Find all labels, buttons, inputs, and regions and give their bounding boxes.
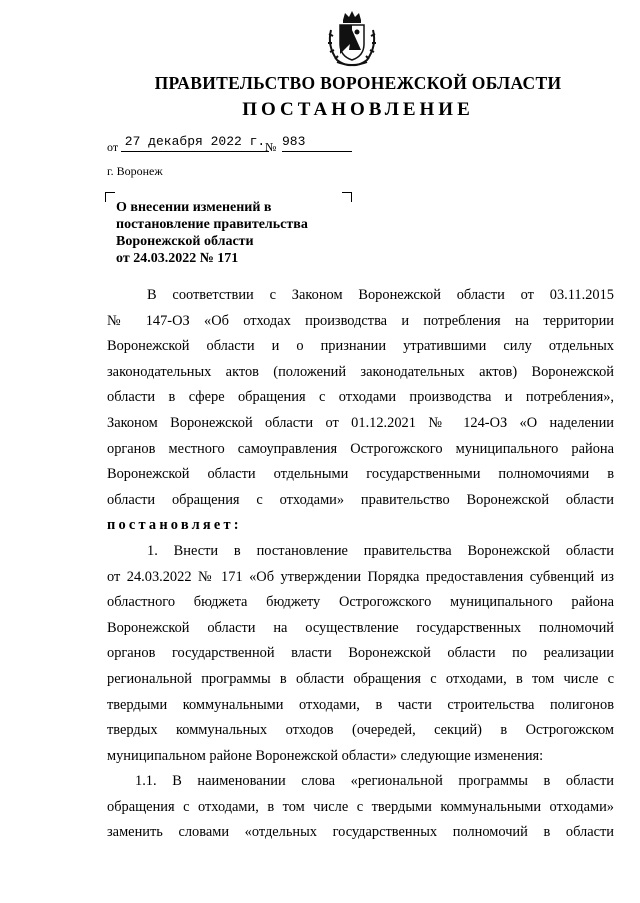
subject-line: Воронежской области (116, 234, 254, 249)
number-value: 983 (282, 134, 352, 152)
subject-line: О внесении изменений в (116, 200, 272, 215)
body-line: от 24.03.2022 № 171 «Об утверждении Порядка предоставления субвенций из (107, 568, 614, 585)
body-line: органов государственной власти Воронежской области по реализации (107, 645, 614, 662)
body-line: Законом Воронежской области от 01.12.2021 № 124-ОЗ «О наделении (107, 414, 614, 431)
body-line: областного бюджета бюджету Острогожского муниципального района (107, 594, 614, 611)
date-label: от (107, 140, 119, 154)
document-type: ПОСТАНОВЛЕНИЕ (242, 99, 474, 120)
number-label: № (265, 140, 277, 154)
coat-of-arms-emblem (325, 10, 379, 68)
date-value: 27 декабря 2022 г. (121, 134, 269, 152)
body-line: 1.1. В наименовании слова «региональной программы в области (135, 773, 614, 790)
subject-line: от 24.03.2022 № 171 (116, 251, 239, 266)
government-title: ПРАВИТЕЛЬСТВО ВОРОНЕЖСКОЙ ОБЛАСТИ (154, 73, 562, 93)
body-line: 1. Внести в постановление правительства Воронежской области (147, 542, 614, 559)
body-line: области обращения с отходами» правительство Воронежской области (107, 491, 614, 508)
city: г. Воронеж (107, 164, 163, 178)
decree-word: постановляет: (107, 517, 242, 534)
body-line: органов местного самоуправления Острогожского муниципального района (107, 440, 614, 457)
body-line: законодательных актов (положений законодательных актов) Воронежской (107, 363, 614, 380)
body-line: муниципальном районе Воронежской области» следующие изменения: (107, 747, 544, 764)
body-line: № 147-ОЗ «Об отходах производства и потребления на территории (107, 312, 614, 329)
document-body (107, 283, 614, 846)
subject-line: постановление правительства (116, 217, 308, 232)
body-line: области в сфере обращения с отходами производства и потребления», (107, 389, 614, 406)
body-line: В соответствии с Законом Воронежской области от 03.11.2015 (147, 287, 614, 303)
body-line: Воронежской области и о признании утратившими силу отдельных (107, 338, 614, 355)
body-line: твердых коммунальных отходов (очередей, секций) в Острогожском (107, 722, 614, 739)
body-line: Воронежской области отдельными государственными полномочиями в (107, 466, 614, 483)
body-line: заменить словами «отдельных государственных полномочий в области (107, 824, 614, 841)
body-line: Воронежской области на осуществление государственных полномочий (107, 619, 614, 636)
document-subject (116, 199, 376, 267)
body-line: обращения с отходами, в том числе с твердыми коммунальными отходами» (107, 798, 614, 815)
bracket-top-left (105, 192, 115, 202)
body-line: твердыми коммунальными отходами, в части строительства полигонов (107, 696, 614, 713)
body-line: региональной программы в области обращения с отходами, в том числе с (107, 670, 614, 687)
